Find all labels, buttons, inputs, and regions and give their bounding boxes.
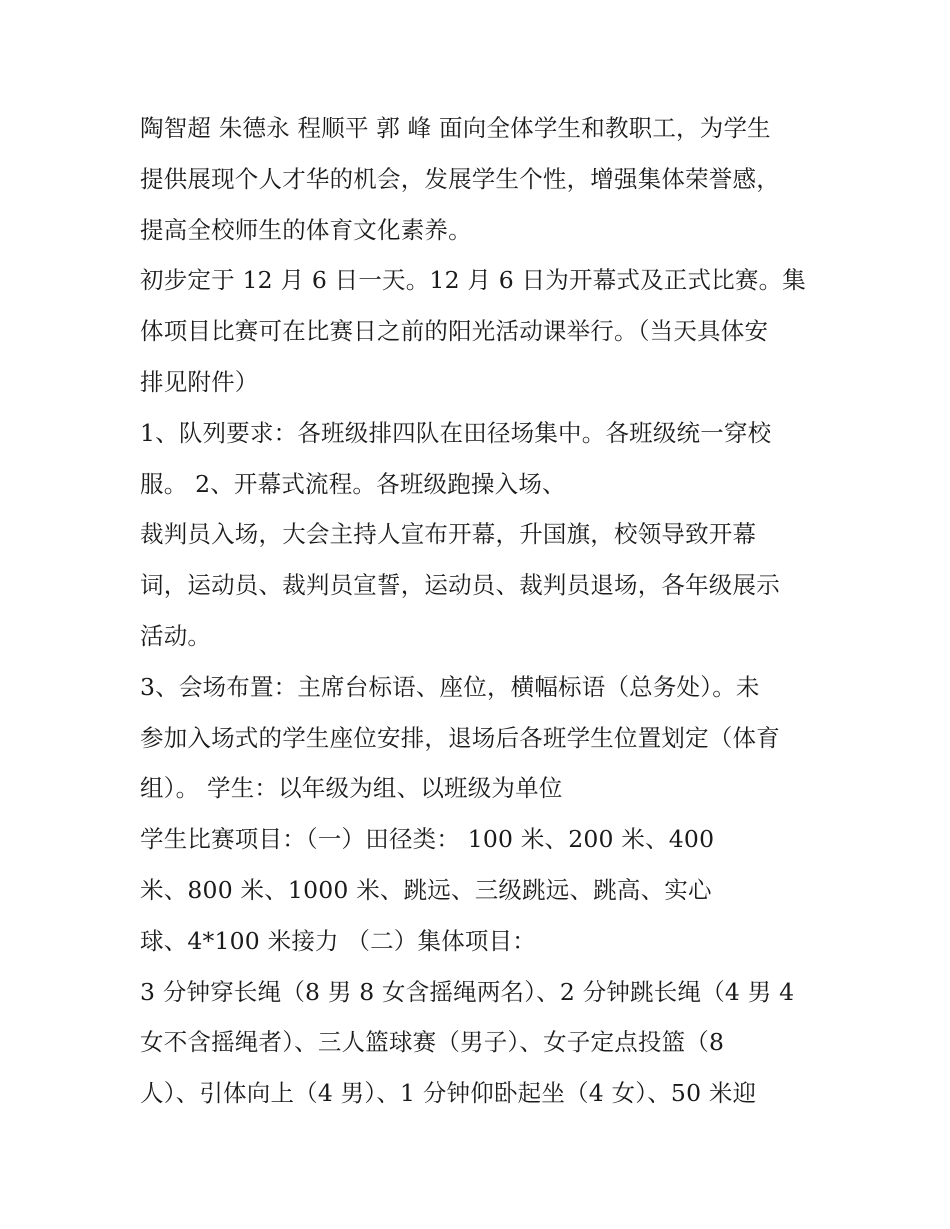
text-line: 女不含摇绳者）、三人篮球赛（男子）、女子定点投篮（8 [140,1028,725,1057]
text-line: 体项目比赛可在比赛日之前的阳光活动课举行。（当天具体安 [140,317,769,346]
text-line: 裁判员入场，大会主持人宣布开幕，升国旗，校领导致开幕 [140,520,757,549]
text-line: 服。 2、开幕式流程。各班级跑操入场、 [140,469,566,498]
text-line: 米、800 米、1000 米、跳远、三级跳远、跳高、实心 [140,875,712,904]
text-line: 学生比赛项目：（一）田径类： 100 米、200 米、400 [140,825,715,854]
text-line: 词，运动员、裁判员宣誓，运动员、裁判员退场，各年级展示 [140,571,780,600]
text-line: 参加入场式的学生座位安排，退场后各班学生位置划定（体育 [140,723,780,752]
text-line: 球、4*100 米接力 （二）集体项目： [140,926,536,955]
text-line: 提高全校师生的体育文化素养。 [140,215,472,244]
text-line: 人）、引体向上（4 男）、1 分钟仰卧起坐（4 女）、50 米迎 [140,1079,757,1108]
text-line: 3 分钟穿长绳（8 男 8 女含摇绳两名）、2 分钟跳长绳（4 男 4 [140,977,795,1006]
text-line: 1、队列要求：各班级排四队在田径场集中。各班级统一穿校 [140,418,772,447]
text-line: 组）。 学生：以年级为组、以班级为单位 [140,774,563,803]
text-line: 初步定于 12 月 6 日一天。12 月 6 日为开幕式及正式比赛。集 [140,266,806,295]
text-line: 3、会场布置：主席台标语、座位，横幅标语（总务处）。未 [140,672,760,701]
document-body [140,103,830,1119]
text-line: 提供展现个人才华的机会，发展学生个性，增强集体荣誉感， [140,164,780,193]
text-line: 排见附件） [140,367,259,396]
text-line: 活动。 [140,621,212,650]
text-line: 陶智超 朱德永 程顺平 郭 峰 面向全体学生和教职工，为学生 [140,114,771,142]
